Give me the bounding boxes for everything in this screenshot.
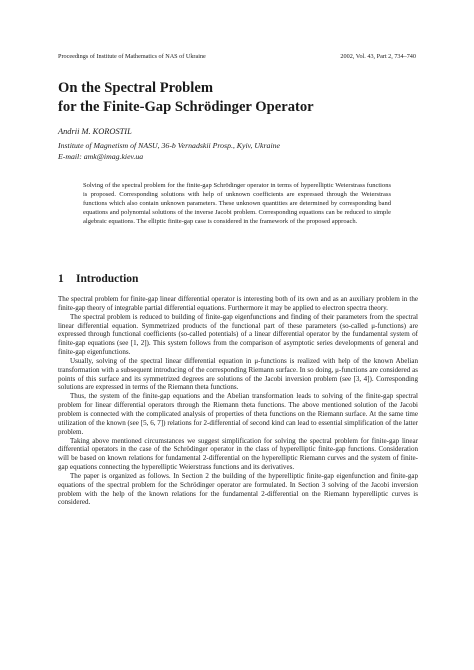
email: E-mail: amk@imag.kiev.ua	[58, 151, 144, 161]
affiliation	[58, 141, 418, 162]
volume-info: 2002, Vol. 43, Part 2, 734–740	[340, 53, 416, 60]
paragraph: Thus, the system of the finite-gap equations and the Abelian transformation leads to solving of the finite-gap spectral problem for linear differential operators through the Riemann theta functions. The above mentioned solution of the Jacobi problem is connected with the complicated analysis of properties of theta functions on the Riemann surface. At the same time utilization of the known (see [5, 6, 7]) relations for 2-differential of second kind can lead to essential simplification of the latter problem.	[58, 392, 418, 436]
paragraph: The spectral problem for finite-gap linear differential operator is interesting both of its own and as an auxiliary problem in the finite-gap theory of integrable partial differential equations. Furthermore it may be applied to electron spectra theory.	[58, 295, 418, 312]
author-name: Andrii M. KOROSTIL	[58, 127, 132, 136]
title-line-1: On the Spectral Problem	[58, 80, 213, 96]
section-number: 1	[58, 273, 64, 285]
paragraph: Usually, solving of the spectral linear differential equation in μ-functions is realized with help of the known Abelian transformation with a subsequent introducing of the corresponding Riemann surface. In so doing, μ-functions are considered as points of this surface and its symmetrized degrees are solutions of the Jacobi inversion problem (see [3, 4]). Corresponding solutions are expressed in terms of the Riemann theta functions.	[58, 356, 418, 392]
paragraph: The paper is organized as follows. In Section 2 the building of the hyperelliptic finite-gap eigenfunction and finite-gap equations of the spectral problem for the Schrödinger operator are formulated. In Section 3 solving of the Jacobi inversion problem with the help of the known relations for the fundamental 2-differential on the Riemann hyperelliptic curves is considered.	[58, 471, 418, 507]
paragraph: Taking above mentioned circumstances we suggest simplification for solving the spectral problem for finite-gap linear differential operators in the case of the Schrödinger operator in the class of hyperelliptic finite-gap functions. Consideration will be based on known relations for fundamental 2-differential on the hyperelliptic Riemann curves and the system of finite-gap equations connecting the hyperelliptic Weierstrass functions and its derivatives.	[58, 436, 418, 472]
paper-title	[58, 79, 428, 117]
journal-name: Proceedings of Institute of Mathematics of NAS of Ukraine	[58, 53, 206, 60]
institute: Institute of Magnetism of NASU, 36-b Vernadskii Prosp., Kyiv, Ukraine	[58, 141, 280, 150]
abstract: Solving of the spectral problem for the finite-gap Schrödinger operator in terms of hyperelliptic Weierstrass functions is proposed. Corresponding solutions with help of unknown coefficients are expressed through the Weierstrass functions which also contain unknown parameters. These unknown quantities are determined by corresponding band equations and polynomial solutions of the inverse Jacobi problem. Corresponding equations can be reduced to simple algebraic equations. The elliptic finite-gap case is considered in the framework of the proposed approach.	[83, 182, 391, 225]
paragraph: The spectral problem is reduced to building of finite-gap eigenfunctions and finding of their parameters from the spectral linear differential equation. Symmetrized products of the functional part of these parameters (so-called μ-functions) are expressed through functional coefficients (so-called potentials) of a linear differential operator by the fundamental system of finite-gap equations (see [1, 2]). This system follows from the comparison of asymptotic series developments of general and finite-gap eigenfunctions.	[58, 312, 418, 357]
section-heading	[58, 272, 138, 286]
section-title: Introduction	[76, 273, 139, 285]
body-text	[58, 295, 418, 507]
title-line-2: for the Finite-Gap Schrödinger Operator	[58, 99, 314, 115]
running-header	[58, 52, 416, 62]
